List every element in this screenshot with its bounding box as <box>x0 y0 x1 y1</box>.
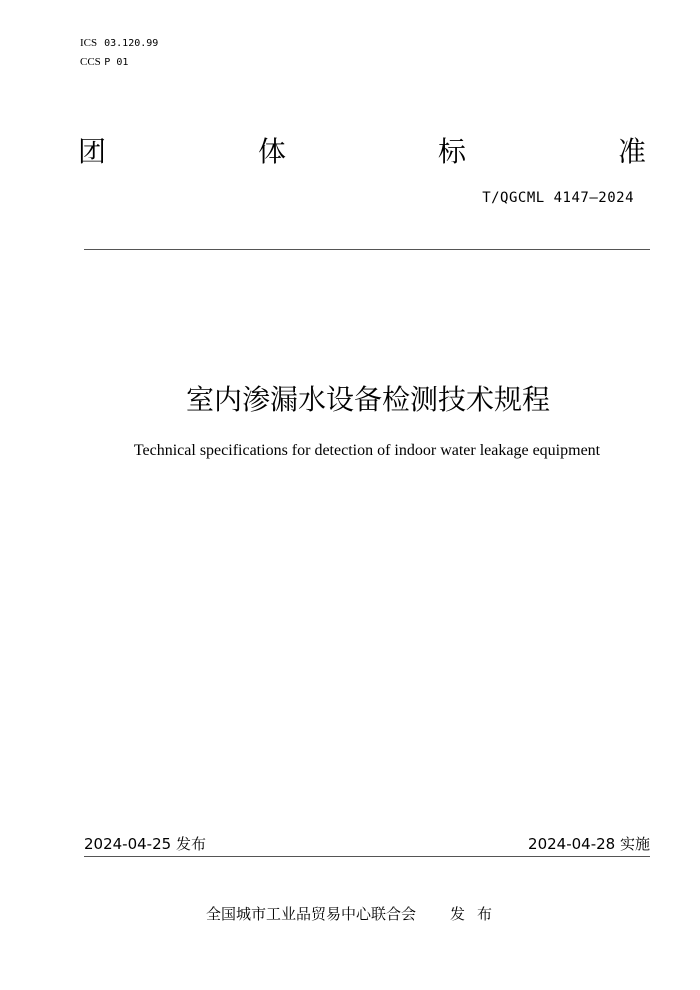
footer-divider <box>84 856 650 857</box>
document-title-english: Technical specifications for detection of indoor water leakage equipment <box>133 442 601 459</box>
ics-value: 03.120.99 <box>104 38 159 49</box>
publisher-action: 发布 <box>450 905 505 923</box>
ccs-row <box>80 53 158 72</box>
publisher-line <box>206 904 504 924</box>
standard-type-char-1: 团 <box>78 135 107 168</box>
standard-type-char-3: 标 <box>437 135 466 168</box>
standard-number: T/QGCML 4147—2024 <box>482 190 634 206</box>
ccs-label: CCS <box>80 56 101 68</box>
classification-codes <box>80 34 158 72</box>
ccs-value: P 01 <box>104 57 129 68</box>
issue-date: 2024-04-25 发布 <box>84 835 206 853</box>
ics-row <box>80 34 158 53</box>
standard-type-char-2: 体 <box>257 135 286 168</box>
header-divider <box>84 249 650 250</box>
ics-label: ICS <box>80 37 98 49</box>
document-title-chinese: 室内渗漏水设备检测技术规程 <box>185 383 550 416</box>
implementation-date: 2024-04-28 实施 <box>528 835 650 853</box>
standard-type-heading <box>78 132 646 172</box>
standard-type-char-4: 准 <box>617 135 646 168</box>
publisher-name: 全国城市工业品贸易中心联合会 <box>206 905 417 923</box>
